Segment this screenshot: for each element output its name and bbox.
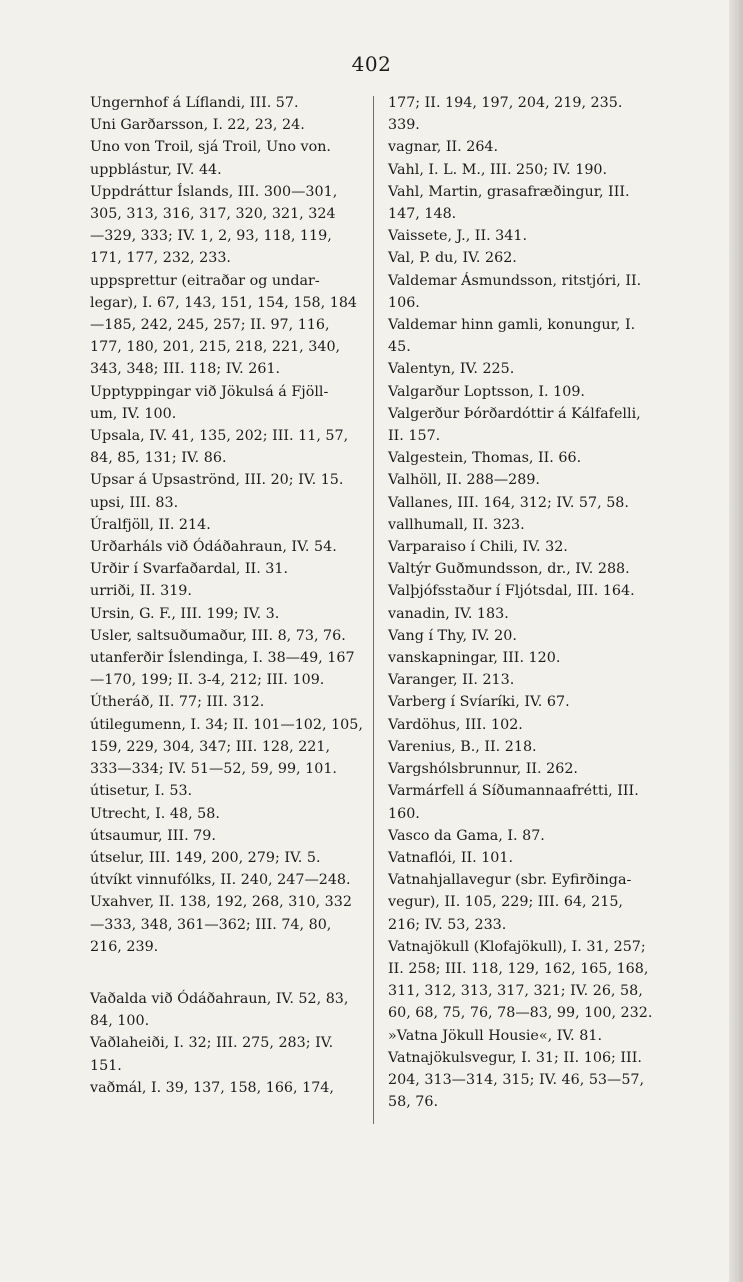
index-entry: [388, 469, 688, 491]
index-entry-line: Varanger, II. 213.: [388, 672, 515, 689]
index-entry: [388, 492, 688, 514]
index-entry: [388, 136, 688, 158]
index-entry: [388, 159, 688, 181]
index-entry-line: Upsala, IV. 41, 135, 202; III. 11, 57,: [90, 428, 349, 445]
index-entry-line: Valtýr Guðmundsson, dr., IV. 288.: [388, 561, 630, 578]
index-entry-line: útsaumur, III. 79.: [90, 827, 216, 844]
index-entry-line: Vardöhus, III. 102.: [388, 716, 523, 733]
index-entry-line: Valdemar hinn gamli, konungur, I.: [388, 317, 636, 334]
index-entry-line: Varparaiso í Chili, IV. 32.: [388, 539, 568, 556]
index-entry-line: 204, 313—314, 315; IV. 46, 53—57,: [388, 1071, 645, 1088]
index-entry-line: Urðarháls við Ódáðahraun, IV. 54.: [90, 539, 337, 556]
index-entry: [90, 1032, 364, 1076]
index-entry: [388, 603, 688, 625]
index-entry: [388, 580, 688, 602]
index-entry-line: 160.: [388, 805, 420, 822]
index-column-left: [90, 92, 364, 1099]
index-entry: [388, 536, 688, 558]
index-entry-line: Usler, saltsuðumaður, III. 8, 73, 76.: [90, 627, 346, 644]
index-entry-line: uppsprettur (eitraðar og undar-: [90, 272, 320, 289]
index-entry-line: 333—334; IV. 51—52, 59, 99, 101.: [90, 761, 337, 778]
index-entry-line: 343, 348; III. 118; IV. 261.: [90, 361, 281, 378]
index-entry-line: vaðmál, I. 39, 137, 158, 166, 174,: [90, 1079, 334, 1096]
index-entry: [90, 181, 364, 270]
index-entry: [90, 114, 364, 136]
index-entry-line: Vaðlaheiði, I. 32; III. 275, 283; IV.: [90, 1035, 334, 1052]
index-entry: [90, 603, 364, 625]
index-entry-line: 147, 148.: [388, 206, 457, 223]
index-entry-line: 84, 100.: [90, 1013, 150, 1030]
index-entry-line: —333, 348, 361—362; III. 74, 80,: [90, 916, 332, 933]
index-entry: [388, 736, 688, 758]
index-entry-line: Úralfjöll, II. 214.: [90, 516, 211, 533]
index-entry-line: Valgerður Þórðardóttir á Kálfafelli,: [388, 405, 641, 422]
index-entry: [388, 825, 688, 847]
index-entry-line: II. 157.: [388, 428, 441, 445]
index-entry-line: —329, 333; IV. 1, 2, 93, 118, 119,: [90, 228, 332, 245]
index-entry-line: 106.: [388, 294, 420, 311]
index-entry-line: vagnar, II. 264.: [388, 139, 499, 156]
index-entry: [90, 381, 364, 425]
index-entry-line: 171, 177, 232, 233.: [90, 250, 231, 267]
index-entry-line: Uno von Troil, sjá Troil, Uno von.: [90, 139, 331, 156]
index-entry-line: vanadin, IV. 183.: [388, 605, 509, 622]
index-entry-line: útselur, III. 149, 200, 279; IV. 5.: [90, 849, 321, 866]
index-entry-line: 216, 239.: [90, 938, 159, 955]
index-entry-line: Ursin, G. F., III. 199; IV. 3.: [90, 605, 280, 622]
index-entry-line: II. 258; III. 118, 129, 162, 165, 168,: [388, 960, 649, 977]
index-entry-line: vanskapningar, III. 120.: [388, 650, 561, 667]
index-entry-line: Vahl, Martin, grasafræðingur, III.: [388, 183, 630, 200]
index-entry-line: Vaissete, J., II. 341.: [388, 228, 528, 245]
index-entry: [90, 270, 364, 381]
index-entry-line: útisetur, I. 53.: [90, 783, 193, 800]
index-entry: [90, 92, 364, 114]
index-entry: [388, 92, 688, 136]
index-entry-line: Vargshólsbrunnur, II. 262.: [388, 761, 578, 778]
index-entry-line: Vatnajökulsvegur, I. 31; II. 106; III.: [388, 1049, 642, 1066]
index-entry-line: Valgarður Loptsson, I. 109.: [388, 383, 585, 400]
index-entry-line: upsi, III. 83.: [90, 494, 179, 511]
index-entry-line: Varmárfell á Síðumannaafrétti, III.: [388, 783, 639, 800]
index-entry-line: Vatnaflói, II. 101.: [388, 849, 514, 866]
index-entry-line: um, IV. 100.: [90, 405, 177, 422]
index-entry-line: Uppdráttur Íslands, III. 300—301,: [90, 183, 338, 200]
index-entry: [90, 536, 364, 558]
index-entry: [90, 847, 364, 869]
index-entry-line: utanferðir Íslendinga, I. 38—49, 167: [90, 650, 355, 667]
index-entry-line: 305, 313, 316, 317, 320, 321, 324: [90, 206, 336, 223]
index-entry-line: Urðir í Svarfaðardal, II. 31.: [90, 561, 289, 578]
index-entry: [388, 247, 688, 269]
index-entry-line: Valdemar Ásmundsson, ritstjóri, II.: [388, 272, 642, 289]
index-entry: [90, 691, 364, 713]
index-entry-line: Val, P. du, IV. 262.: [388, 250, 517, 267]
index-entry-line: —170, 199; II. 3-4, 212; III. 109.: [90, 672, 325, 689]
index-entry: [90, 988, 364, 1032]
index-entry-line: Utrecht, I. 48, 58.: [90, 805, 220, 822]
index-entry-line: útilegumenn, I. 34; II. 101—102, 105,: [90, 716, 363, 733]
index-entry: [388, 447, 688, 469]
index-column-right: [388, 92, 688, 1113]
index-entry-line: Vahl, I. L. M., III. 250; IV. 190.: [388, 161, 608, 178]
index-entry-line: 45.: [388, 339, 411, 356]
index-entry-line: Uni Garðarsson, I. 22, 23, 24.: [90, 117, 305, 134]
index-entry-line: 311, 312, 313, 317, 321; IV. 26, 58,: [388, 983, 643, 1000]
index-entry: [90, 514, 364, 536]
index-entry: [388, 625, 688, 647]
index-entry: [90, 425, 364, 469]
index-entry: [388, 1047, 688, 1114]
index-entry: [90, 625, 364, 647]
index-entry: [388, 270, 688, 314]
index-entry: [388, 225, 688, 247]
index-entry: [90, 780, 364, 802]
index-entry-line: 339.: [388, 117, 420, 134]
index-entry: [388, 936, 688, 1025]
index-entry: [90, 869, 364, 891]
index-entry: [388, 714, 688, 736]
index-entry-line: Vatnajökull (Klofajökull), I. 31, 257;: [388, 938, 646, 955]
index-entry: [90, 558, 364, 580]
index-entry-line: 159, 229, 304, 347; III. 128, 221,: [90, 738, 331, 755]
index-entry: [90, 1077, 364, 1099]
index-entry: [388, 358, 688, 380]
index-entry: [90, 159, 364, 181]
index-entry-line: vegur), II. 105, 229; III. 64, 215,: [388, 894, 623, 911]
index-entry-line: vallhumall, II. 323.: [388, 516, 525, 533]
index-entry: [388, 647, 688, 669]
page-edge: [729, 0, 743, 1282]
index-entry-line: útvíkt vinnufólks, II. 240, 247—248.: [90, 872, 351, 889]
index-entry-line: »Vatna Jökull Housie«, IV. 81.: [388, 1027, 602, 1044]
index-entry-line: 177; II. 194, 197, 204, 219, 235.: [388, 95, 623, 111]
index-entry-line: 60, 68, 75, 76, 78—83, 99, 100, 232.: [388, 1005, 653, 1022]
index-entry: [90, 891, 364, 958]
index-entry-line: Vallanes, III. 164, 312; IV. 57, 58.: [388, 494, 629, 511]
index-entry-line: Vaðalda við Ódáðahraun, IV. 52, 83,: [90, 990, 349, 1007]
index-entry: [388, 514, 688, 536]
index-entry-line: Vang í Thy, IV. 20.: [388, 627, 517, 644]
index-entry-line: 84, 85, 131; IV. 86.: [90, 450, 227, 467]
index-entry-line: 151.: [90, 1057, 122, 1074]
index-entry-line: 177, 180, 201, 215, 218, 221, 340,: [90, 339, 341, 356]
index-entry-line: Varberg í Svíaríki, IV. 67.: [388, 694, 570, 711]
index-entry-line: urriði, II. 319.: [90, 583, 192, 600]
index-entry: [388, 181, 688, 225]
index-entry: [90, 580, 364, 602]
index-entry-line: Uxahver, II. 138, 192, 268, 310, 332: [90, 894, 352, 911]
section-gap: [90, 958, 364, 988]
index-entry-line: Vasco da Gama, I. 87.: [388, 827, 545, 844]
index-entry: [90, 492, 364, 514]
index-entry: [388, 691, 688, 713]
index-entry: [90, 647, 364, 691]
index-entry: [90, 469, 364, 491]
index-entry: [90, 825, 364, 847]
index-entry: [388, 869, 688, 936]
index-entry-line: Valhöll, II. 288—289.: [388, 472, 540, 489]
index-entry-line: Ungernhof á Líflandi, III. 57.: [90, 95, 299, 111]
index-entry: [388, 1025, 688, 1047]
index-entry: [388, 403, 688, 447]
index-entry: [90, 714, 364, 781]
index-entry-line: legar), I. 67, 143, 151, 154, 158, 184: [90, 294, 358, 311]
column-divider: [373, 96, 374, 1124]
index-entry: [388, 314, 688, 358]
index-entry-line: Upsar á Upsaströnd, III. 20; IV. 15.: [90, 472, 344, 489]
index-entry-line: Upptyppingar við Jökulsá á Fjöll-: [90, 383, 329, 400]
index-entry-line: Útheráð, II. 77; III. 312.: [90, 694, 265, 711]
index-entry: [388, 558, 688, 580]
page-number: 402: [351, 52, 392, 76]
index-entry-line: uppblástur, IV. 44.: [90, 161, 222, 178]
index-entry: [90, 136, 364, 158]
index-entry-line: Vatnahjallavegur (sbr. Eyfirðinga-: [388, 872, 632, 889]
index-entry: [388, 780, 688, 824]
index-entry: [388, 381, 688, 403]
index-entry-line: Valentyn, IV. 225.: [388, 361, 515, 378]
index-entry: [388, 758, 688, 780]
index-entry-line: 216; IV. 53, 233.: [388, 916, 507, 933]
index-entry-line: Valþjófsstaður í Fljótsdal, III. 164.: [388, 583, 635, 600]
index-entry: [90, 803, 364, 825]
index-entry-line: Valgestein, Thomas, II. 66.: [388, 450, 582, 467]
index-entry: [388, 847, 688, 869]
index-entry-line: Varenius, B., II. 218.: [388, 738, 537, 755]
index-entry-line: —185, 242, 245, 257; II. 97, 116,: [90, 317, 330, 334]
index-entry: [388, 669, 688, 691]
index-entry-line: 58, 76.: [388, 1094, 439, 1111]
